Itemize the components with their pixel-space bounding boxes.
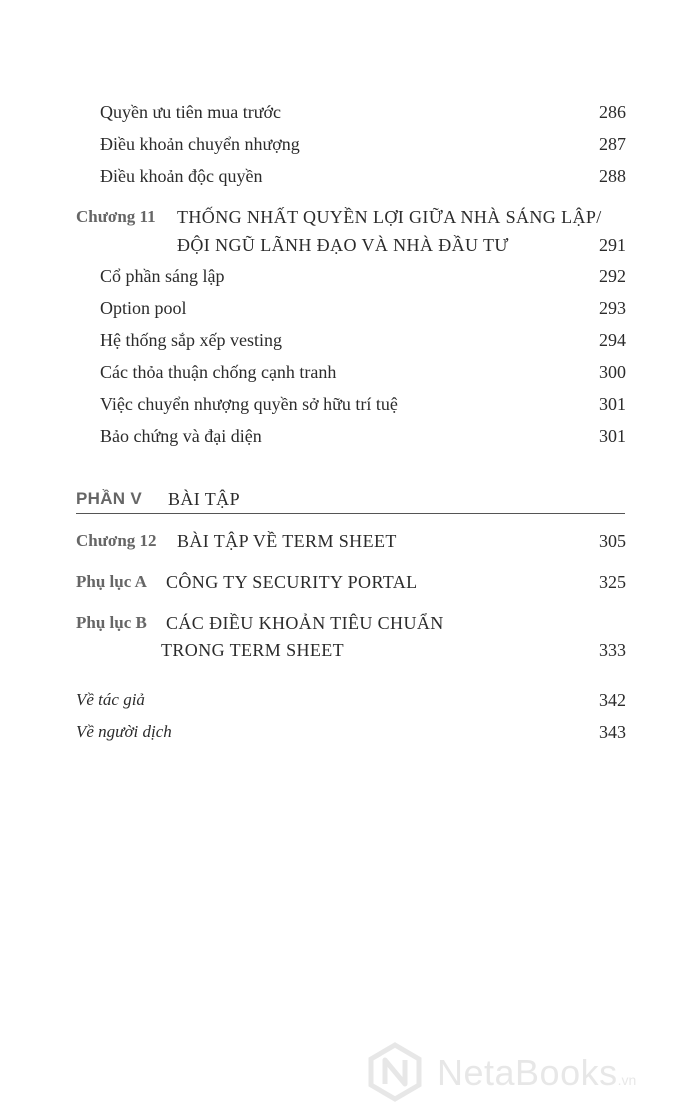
toc-entry-title: Về tác giả bbox=[76, 690, 145, 709]
toc-entry bbox=[0, 691, 700, 721]
toc-entry-page: 287 bbox=[599, 134, 626, 154]
toc-entry-page: 294 bbox=[599, 330, 626, 350]
toc-entry bbox=[0, 427, 700, 457]
chapter-12-title: BÀI TẬP VỀ TERM SHEET bbox=[177, 531, 397, 551]
appendix-b-label: Phụ lục B bbox=[76, 613, 147, 632]
toc-entry bbox=[0, 135, 700, 165]
netabooks-logo-icon bbox=[365, 1042, 425, 1102]
toc-entry-page: 292 bbox=[599, 266, 626, 286]
toc-entry-title: Các thỏa thuận chống cạnh tranh bbox=[100, 362, 337, 382]
chapter-12-page: 305 bbox=[599, 531, 626, 551]
toc-entry-page: 342 bbox=[599, 690, 626, 710]
chapter-12-label: Chương 12 bbox=[76, 531, 157, 550]
toc-entry-title: Quyền ưu tiên mua trước bbox=[100, 102, 281, 122]
part-5-label: PHẦN V bbox=[76, 489, 143, 508]
chapter-11-label: Chương 11 bbox=[76, 207, 156, 226]
part-5-title: BÀI TẬP bbox=[168, 489, 240, 509]
toc-entry-title: Hệ thống sắp xếp vesting bbox=[100, 330, 282, 350]
toc-entry bbox=[0, 723, 700, 753]
toc-entry-page: 301 bbox=[599, 394, 626, 414]
chapter-11-page: 291 bbox=[599, 235, 626, 255]
appendix-b-page: 333 bbox=[599, 640, 626, 660]
toc-entry-page: 293 bbox=[599, 298, 626, 318]
appendix-a-label: Phụ lục A bbox=[76, 572, 147, 591]
toc-entry-page: 288 bbox=[599, 166, 626, 186]
chapter-11-title-line2: ĐỘI NGŨ LÃNH ĐẠO VÀ NHÀ ĐẦU TƯ bbox=[177, 235, 509, 255]
toc-entry bbox=[0, 395, 700, 425]
toc-entry-title: Option pool bbox=[100, 298, 187, 318]
watermark-suffix: .vn bbox=[617, 1072, 637, 1088]
watermark-brand: NetaBooks bbox=[437, 1052, 618, 1093]
part-divider bbox=[76, 513, 625, 514]
appendix-b-title-line1: CÁC ĐIỀU KHOẢN TIÊU CHUẨN bbox=[166, 613, 444, 633]
appendix-b-title-line2: TRONG TERM SHEET bbox=[161, 640, 345, 660]
toc-entry bbox=[0, 267, 700, 297]
appendix-a-title: CÔNG TY SECURITY PORTAL bbox=[166, 572, 418, 592]
toc-entry bbox=[0, 331, 700, 361]
toc-entry-title: Việc chuyển nhượng quyền sở hữu trí tuệ bbox=[100, 394, 398, 414]
toc-entry-page: 300 bbox=[599, 362, 626, 382]
toc-entry bbox=[0, 167, 700, 197]
watermark-text bbox=[437, 1052, 636, 1094]
appendix-a-page: 325 bbox=[599, 572, 626, 592]
toc-entry bbox=[0, 299, 700, 329]
toc-entry-title: Cổ phần sáng lập bbox=[100, 266, 225, 286]
toc-entry-title: Điều khoản độc quyền bbox=[100, 166, 263, 186]
toc-entry-title: Điều khoản chuyển nhượng bbox=[100, 134, 300, 154]
toc-entry bbox=[0, 363, 700, 393]
toc-entry bbox=[0, 103, 700, 133]
toc-entry-title: Bảo chứng và đại diện bbox=[100, 426, 262, 446]
toc-entry-page: 343 bbox=[599, 722, 626, 742]
toc-entry-page: 286 bbox=[599, 102, 626, 122]
toc-entry-title: Về người dịch bbox=[76, 722, 172, 741]
chapter-11-title-line1: THỐNG NHẤT QUYỀN LỢI GIỮA NHÀ SÁNG LẬP/ bbox=[177, 207, 602, 227]
watermark-logo bbox=[365, 1042, 685, 1102]
toc-entry-page: 301 bbox=[599, 426, 626, 446]
